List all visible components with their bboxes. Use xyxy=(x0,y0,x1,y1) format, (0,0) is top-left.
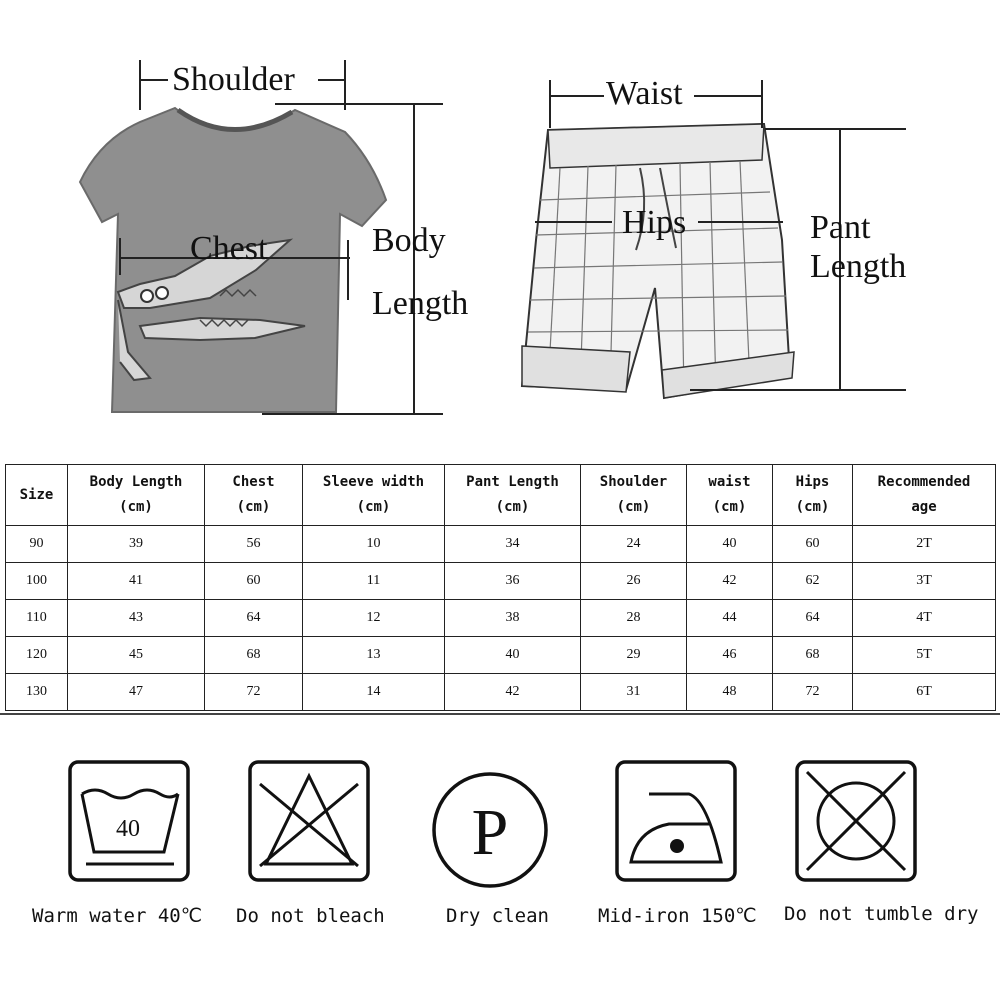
cell-pant-length: 34 xyxy=(445,526,581,563)
cell-body-length: 41 xyxy=(68,563,205,600)
cell-pant-length: 36 xyxy=(445,563,581,600)
chest-label: Chest xyxy=(190,230,268,267)
cell-hips: 68 xyxy=(773,637,853,674)
waist-label: Waist xyxy=(606,75,683,112)
cell-shoulder: 29 xyxy=(581,637,687,674)
table-row xyxy=(6,526,996,563)
cell-age: 4T xyxy=(853,600,996,637)
pant-length-label-line2: Length xyxy=(810,248,907,285)
cell-age: 2T xyxy=(853,526,996,563)
header-body-length: Body Length (cm) xyxy=(68,465,205,526)
table-row xyxy=(6,563,996,600)
wash-label: Warm water 40℃ xyxy=(32,905,203,927)
shoulder-label: Shoulder xyxy=(172,61,295,98)
header-hips: Hips (cm) xyxy=(773,465,853,526)
cell-age: 6T xyxy=(853,674,996,711)
cell-shoulder: 26 xyxy=(581,563,687,600)
cell-hips: 62 xyxy=(773,563,853,600)
svg-text:40: 40 xyxy=(116,816,140,842)
header-chest: Chest (cm) xyxy=(205,465,303,526)
cell-chest: 72 xyxy=(205,674,303,711)
cell-hips: 64 xyxy=(773,600,853,637)
iron-medium-icon xyxy=(615,760,737,882)
table-row xyxy=(6,674,996,711)
cell-waist: 48 xyxy=(687,674,773,711)
cell-waist: 46 xyxy=(687,637,773,674)
cell-hips: 60 xyxy=(773,526,853,563)
header-waist: waist (cm) xyxy=(687,465,773,526)
pant-length-label-line1: Pant xyxy=(810,209,871,246)
no-bleach-icon xyxy=(248,760,370,882)
cell-body-length: 43 xyxy=(68,600,205,637)
wash-40-icon xyxy=(68,760,190,882)
cell-hips: 72 xyxy=(773,674,853,711)
section-divider xyxy=(0,713,1000,715)
header-row xyxy=(6,465,996,526)
dry-clean-icon xyxy=(430,770,550,890)
cell-shoulder: 31 xyxy=(581,674,687,711)
cell-pant-length: 38 xyxy=(445,600,581,637)
body-length-label-line1: Body xyxy=(372,222,446,259)
cell-body-length: 47 xyxy=(68,674,205,711)
cell-waist: 44 xyxy=(687,600,773,637)
cell-size: 90 xyxy=(6,526,68,563)
cell-shoulder: 28 xyxy=(581,600,687,637)
cell-waist: 42 xyxy=(687,563,773,600)
hips-label: Hips xyxy=(622,204,687,241)
cell-sleeve-width: 10 xyxy=(303,526,445,563)
cell-sleeve-width: 11 xyxy=(303,563,445,600)
iron-label: Mid-iron 150℃ xyxy=(598,905,757,927)
cell-chest: 60 xyxy=(205,563,303,600)
cell-chest: 56 xyxy=(205,526,303,563)
header-sleeve-width: Sleeve width (cm) xyxy=(303,465,445,526)
no-tumble-dry-icon xyxy=(795,760,917,882)
cell-pant-length: 40 xyxy=(445,637,581,674)
tumble-dry-label: Do not tumble dry xyxy=(784,903,979,925)
bleach-label: Do not bleach xyxy=(236,905,385,927)
cell-size: 120 xyxy=(6,637,68,674)
table-row xyxy=(6,600,996,637)
cell-age: 5T xyxy=(853,637,996,674)
cell-age: 3T xyxy=(853,563,996,600)
cell-size: 130 xyxy=(6,674,68,711)
cell-sleeve-width: 14 xyxy=(303,674,445,711)
table-row xyxy=(6,637,996,674)
svg-text:P: P xyxy=(471,796,509,869)
measurement-diagram xyxy=(0,0,1000,430)
cell-size: 100 xyxy=(6,563,68,600)
header-shoulder: Shoulder (cm) xyxy=(581,465,687,526)
header-size: Size xyxy=(6,465,68,526)
cell-size: 110 xyxy=(6,600,68,637)
cell-sleeve-width: 12 xyxy=(303,600,445,637)
cell-pant-length: 42 xyxy=(445,674,581,711)
header-pant-length: Pant Length (cm) xyxy=(445,465,581,526)
dry-clean-label: Dry clean xyxy=(446,905,549,927)
cell-body-length: 39 xyxy=(68,526,205,563)
cell-chest: 64 xyxy=(205,600,303,637)
cell-waist: 40 xyxy=(687,526,773,563)
cell-body-length: 45 xyxy=(68,637,205,674)
cell-sleeve-width: 13 xyxy=(303,637,445,674)
cell-shoulder: 24 xyxy=(581,526,687,563)
header-recommended-age: Recommended age xyxy=(853,465,996,526)
body-length-label-line2: Length xyxy=(372,285,469,322)
cell-chest: 68 xyxy=(205,637,303,674)
size-chart-table xyxy=(5,464,996,711)
